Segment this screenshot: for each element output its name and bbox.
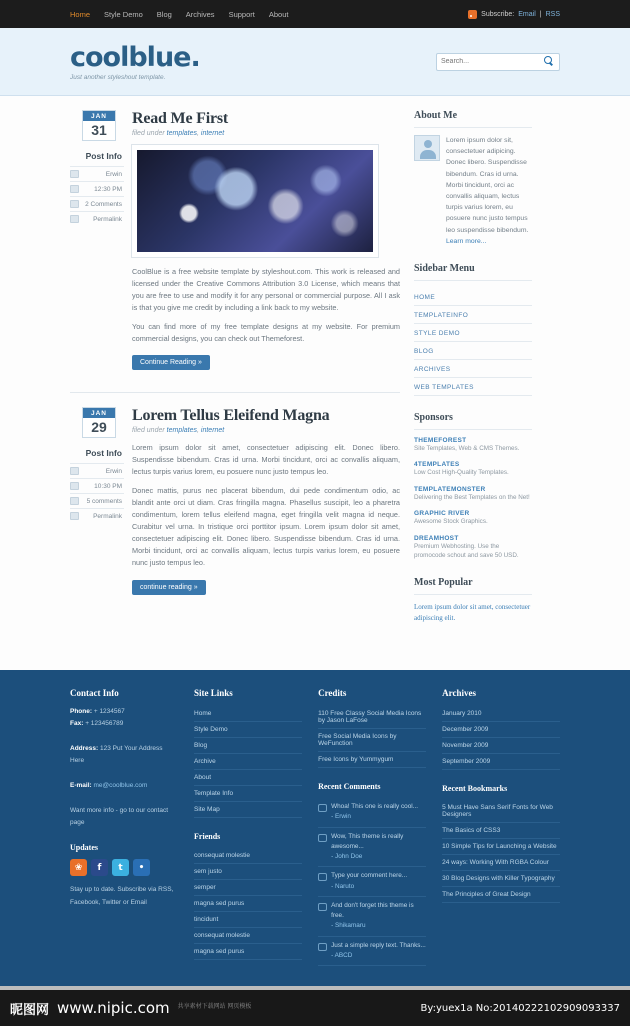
list-item[interactable] [194, 944, 302, 960]
footer-sitelinks-list [194, 706, 302, 818]
credit-label[interactable]: Free Icons by Yummygum [318, 756, 394, 764]
post-featured-image [132, 145, 378, 257]
sidebar-item-archives[interactable] [414, 360, 532, 378]
sidebar-menu-title: Sidebar Menu [414, 263, 475, 275]
subscribe-separator: | [539, 10, 542, 18]
sidebar-item-label[interactable]: STYLE DEMO [414, 330, 460, 338]
post-meta-permalink[interactable] [70, 211, 124, 226]
post-author-text: Erwin [105, 467, 122, 475]
list-item[interactable] [194, 706, 302, 722]
credit-label[interactable]: 110 Free Classy Social Media Icons by Jason LaFose [318, 710, 422, 725]
list-item[interactable] [318, 752, 426, 768]
content-column [70, 110, 400, 640]
post-paragraph-1: Lorem ipsum dolor sit amet, consectetuer adipiscing elit. Donec libero. Suspendisse bibendum. Cras id urna. Morbi tincidunt, orci ac convallis aliquam, lectus turpis varius lorem, eu posuere nunc justo tempus leo. [132, 443, 400, 477]
post-body [132, 407, 400, 594]
sponsor-name: GRAPHIC RIVER [414, 510, 470, 518]
post-meta-time [70, 478, 124, 493]
post-date-month: JAN [83, 408, 115, 418]
sponsor-desc: Low Cost High-Quality Templates. [414, 469, 509, 477]
sidebar-item-blog[interactable] [414, 342, 532, 360]
site-tagline: Just another styleshout template. [70, 74, 166, 81]
site-logo: coolblue. [70, 42, 200, 73]
list-item[interactable] [442, 738, 560, 754]
post-paragraph-2: Donec mattis, purus nec placerat bibendum, dui pede condimentum odio, ac blandit ante orci ut diam. Cras fringilla magna. Phasellus suscipit, leo a pharetra condimentum, lorem tellus eleifend magna, eget fringilla velit magna id neque. Curabitur vel urna. In tristique orci porttitor ipsum. Lorem ipsum dolor sit amet, consectetuer adipiscing elit. Donec libero. Suspendisse bibendum. Cras id urna. Morbi tincidunt, orci ac convallis aliquam, lectus turpis varius lorem, eu posuere nunc justo tempus leo. [132, 486, 400, 568]
about-text [446, 135, 532, 247]
sidebar-column [414, 110, 532, 640]
twitter-icon[interactable]: t [112, 859, 129, 876]
sidebar-item-label[interactable]: WEB TEMPLATES [414, 384, 474, 392]
subscribe-rss-link[interactable]: RSS [545, 10, 560, 18]
post-meta-author [70, 166, 124, 181]
continue-reading-button[interactable]: continue reading » [132, 580, 206, 595]
facebook-icon[interactable]: f [91, 859, 108, 876]
top-navigation-bar [0, 0, 630, 28]
post-paragraph-1: CoolBlue is a free website template by styleshout.com. This work is released and licensed under the Creative Commons Attribution 3.0 License, which means that you are free to use and modify it for any personal or commercial purpose. All I ask is that you give me credit by including a link back to my website. [132, 267, 400, 313]
post-meta-time [70, 181, 124, 196]
comment-author: - Shikamaru [331, 922, 366, 930]
archive-label[interactable]: December 2009 [442, 726, 489, 734]
archive-label[interactable]: January 2010 [442, 710, 482, 718]
topnav-item-support[interactable]: Support [228, 9, 255, 19]
list-item[interactable] [194, 722, 302, 738]
comment-icon [70, 497, 79, 505]
footer-sitelinks-title: Site Links [194, 688, 233, 699]
bookmark-label[interactable]: The Principles of Great Design [442, 891, 531, 899]
email-label: E-mail: [70, 782, 92, 790]
post-time-text: 12:30 PM [94, 185, 122, 193]
footer-bookmarks-list [442, 800, 560, 903]
list-item[interactable] [194, 864, 302, 880]
post-meta-permalink[interactable] [70, 508, 124, 523]
list-item[interactable] [318, 897, 426, 937]
email-link[interactable]: me@coolblue.com [93, 782, 148, 790]
sidebar-rule [414, 429, 532, 430]
sidebar-item-label[interactable]: HOME [414, 294, 436, 302]
list-item[interactable] [318, 867, 426, 897]
list-item[interactable] [442, 871, 560, 887]
subscribe-area [468, 10, 560, 19]
watermark-subtext-line1: 共享素材下载网站 [177, 1004, 226, 1011]
friend-label[interactable]: sem justo [194, 868, 222, 876]
friend-label[interactable]: magna sed purus [194, 900, 245, 908]
list-item[interactable] [442, 887, 560, 903]
post-comments-text: 5 comments [86, 497, 122, 505]
topnav-item-about[interactable]: About [268, 9, 289, 19]
clock-icon [70, 185, 79, 193]
footer-contact-column [70, 688, 178, 966]
credit-label[interactable]: Free Social Media Icons by WeFunction [318, 733, 397, 748]
sidebar-item-label[interactable]: BLOG [414, 348, 434, 356]
list-item[interactable] [194, 896, 302, 912]
post-permalink-text: Permalink [93, 215, 122, 223]
list-item[interactable] [318, 798, 426, 828]
sponsor-name: TEMPLATEMONSTER [414, 485, 486, 493]
popular-post-link[interactable]: Lorem ipsum dolor sit amet, consectetuer adipiscing elit. [414, 602, 531, 622]
sitelink-label[interactable]: Template Info [194, 790, 234, 798]
flickr-icon[interactable]: • [133, 859, 150, 876]
friend-label[interactable]: tincidunt [194, 916, 219, 924]
archive-label[interactable]: November 2009 [442, 742, 489, 750]
friend-label[interactable]: magna sed purus [194, 948, 245, 956]
sponsor-desc: Delivering the Best Templates on the Net! [414, 493, 530, 501]
list-item[interactable] [442, 800, 560, 823]
footer-friends-title: Friends [194, 832, 221, 842]
post-date-day: 31 [91, 122, 107, 138]
comment-icon [318, 804, 327, 812]
bookmark-label[interactable]: The Basics of CSS3 [442, 827, 501, 835]
friend-label[interactable]: consequat molestie [194, 932, 251, 940]
sitelink-label[interactable]: Home [194, 710, 212, 718]
footer-contact-title: Contact Info [70, 688, 119, 699]
footer-credits-list [318, 706, 426, 768]
footer-friends-list [194, 848, 302, 960]
sidebar-item-templateinfo[interactable] [414, 306, 532, 324]
post-category-templates[interactable]: templates [166, 427, 198, 435]
footer-contact-text [70, 706, 178, 829]
list-item[interactable] [318, 729, 426, 752]
sidebar-item-label[interactable]: TEMPLATEINFO [414, 312, 469, 320]
rss-icon [468, 10, 477, 19]
list-item[interactable] [194, 754, 302, 770]
link-icon [70, 215, 79, 223]
post-author-text: Erwin [105, 170, 122, 178]
search-icon[interactable] [544, 56, 555, 67]
comment-text: Whoa! This one is really cool... [331, 803, 418, 811]
list-item[interactable] [442, 722, 560, 738]
brand-block[interactable] [70, 42, 200, 81]
post-meta-column [70, 407, 132, 594]
post-filed-under: filed under templates, internet [132, 130, 225, 137]
sidebar-item-label[interactable]: ARCHIVES [414, 366, 451, 374]
list-item[interactable] [194, 912, 302, 928]
watermark-bar [0, 990, 630, 1026]
comment-text: Type your comment here... [331, 872, 408, 880]
comment-author: - ABCD [331, 951, 353, 959]
top-nav-links [70, 10, 288, 19]
list-item[interactable] [194, 786, 302, 802]
comment-text: Wow, This theme is really awesome... [331, 832, 404, 850]
social-icons [70, 859, 178, 876]
updates-note: Stay up to date. Subscribe via RSS, Facebook, Twitter or Email [70, 886, 174, 906]
footer-credits-column [318, 688, 426, 966]
site-footer [0, 670, 630, 986]
sponsor-item[interactable] [414, 486, 532, 502]
post-date-month: JAN [83, 111, 115, 121]
bookmark-label[interactable]: 10 Simple Tips for Launching a Website [442, 843, 557, 851]
post-divider [70, 392, 400, 393]
comment-text: And don't forget this theme is free. [331, 901, 414, 920]
post-date-badge [82, 110, 116, 141]
post-body [132, 110, 400, 370]
comment-author: - Erwin [331, 813, 351, 821]
rss-icon[interactable]: ❀ [70, 859, 87, 876]
list-item[interactable] [194, 802, 302, 818]
footer-archives-title: Archives [442, 688, 476, 699]
watermark-id: By:yuex1a No:20140222102909093337 [420, 1002, 620, 1014]
list-item[interactable] [318, 937, 426, 967]
sidebar-menu-block [414, 263, 532, 396]
continue-reading-button[interactable]: Continue Reading » [132, 355, 210, 370]
comment-icon [318, 834, 327, 842]
footer-archives-column [442, 688, 560, 966]
sitelink-label[interactable]: About [194, 774, 212, 782]
list-item[interactable] [318, 706, 426, 729]
post-title[interactable]: Lorem Tellus Eleifend Magna [132, 407, 330, 425]
watermark-subtext [178, 1004, 252, 1012]
archive-label[interactable]: September 2009 [442, 758, 491, 766]
footer-comments-title: Recent Comments [318, 782, 381, 792]
sitelink-label[interactable]: Style Demo [194, 726, 228, 734]
subscribe-email-link[interactable]: Email [518, 10, 536, 18]
clock-icon [70, 482, 79, 490]
list-item[interactable] [194, 880, 302, 896]
sidebar-sponsors-block [414, 412, 532, 561]
sitelink-label[interactable]: Archive [194, 758, 216, 766]
post-date-day: 29 [91, 419, 107, 436]
subscribe-label: Subscribe: [481, 10, 515, 18]
sponsor-desc: Premium Webhosting. Use the promocode schout and save 50 USD. [414, 542, 519, 560]
list-item[interactable] [442, 855, 560, 871]
bookmark-label[interactable]: 30 Blog Designs with Killer Typography [442, 875, 555, 883]
search-box[interactable] [436, 53, 560, 71]
sidebar-about-title: About Me [414, 110, 458, 121]
sidebar-about-block [414, 110, 532, 247]
fax-label: Fax: [70, 720, 84, 728]
post-comments-text: 2 Comments [85, 200, 122, 208]
comment-text: Just a simple reply text. Thanks... [331, 941, 426, 949]
footer-archives-list [442, 706, 560, 770]
list-item[interactable] [194, 770, 302, 786]
list-item[interactable] [318, 828, 426, 868]
list-item[interactable] [442, 823, 560, 839]
sidebar-item-web-templates[interactable] [414, 378, 532, 396]
post-date-badge [82, 407, 116, 438]
post-title[interactable]: Read Me First [132, 110, 229, 127]
topnav-item-style-demo[interactable]: Style Demo [104, 9, 143, 19]
site-header [0, 28, 630, 96]
post-meta-author [70, 463, 124, 478]
sidebar-popular-block [414, 577, 532, 624]
post-filed-under: filed under templates, internet [132, 427, 225, 435]
list-item[interactable] [442, 754, 560, 770]
friend-label[interactable]: consequat molestie [194, 852, 251, 860]
watermark-url: www.nipic.com [57, 999, 170, 1018]
sidebar-sponsors-title: Sponsors [414, 412, 453, 424]
list-item[interactable] [194, 848, 302, 864]
post-info-heading: Post Info [85, 448, 122, 459]
avatar [414, 135, 440, 161]
list-item[interactable] [442, 706, 560, 722]
sidebar-rule [414, 127, 532, 128]
sidebar-rule [414, 594, 532, 595]
sidebar-menu-list [414, 288, 532, 396]
comment-icon [318, 943, 327, 951]
bookmark-label[interactable]: 24 ways: Working With RGBA Colour [442, 859, 549, 867]
user-icon [70, 170, 79, 178]
footer-credits-title: Credits [318, 688, 347, 699]
post-meta-comments[interactable] [70, 493, 124, 508]
comment-author: - John Doe [331, 853, 363, 861]
comment-icon [70, 200, 79, 208]
sponsor-name: DREAMHOST [414, 534, 459, 542]
post-paragraph-2: You can find more of my free template designs at my website. For premium commercial designs, you can check out Themeforest. [132, 322, 400, 344]
watermark-subtext-line2: 网页模板 [227, 1004, 252, 1011]
comment-icon [318, 903, 327, 911]
list-item[interactable] [442, 839, 560, 855]
sponsor-name: THEMEFOREST [414, 437, 467, 445]
search-input[interactable] [441, 58, 544, 65]
watermark-brand-cn: 昵图网 [10, 1002, 50, 1018]
post-info-heading: Post Info [85, 151, 122, 161]
post-category-templates[interactable]: templates [166, 130, 198, 137]
sponsor-item[interactable] [414, 510, 532, 526]
contact-note: Want more info - go to our contact page [70, 806, 169, 827]
link-icon [70, 512, 79, 520]
post-article [70, 407, 400, 600]
post-meta-column [70, 110, 132, 370]
list-item[interactable] [194, 738, 302, 754]
post-meta-comments[interactable] [70, 196, 124, 211]
about-description: Lorem ipsum dolor sit, consectetuer adipicing. Donec libero. Suspendisse bibendum. Cras id urna. Morbi tincidunt, orci ac convallis aliquam, lectus turpis varius lorem, eu posuere nunc justo tempus leo suspendisse bibendum. [446, 137, 529, 234]
post-category-internet[interactable]: internet [200, 130, 225, 137]
sitelink-label[interactable]: Site Map [194, 806, 220, 814]
filed-under-label: filed under [132, 427, 165, 435]
footer-updates-title: Updates [70, 843, 99, 853]
address-value: 123 Put Your Address Here [70, 745, 163, 765]
comment-icon [318, 873, 327, 881]
sidebar-rule [414, 280, 532, 281]
main-area [0, 96, 630, 670]
topnav-item-home[interactable]: Home [70, 9, 91, 19]
sitelink-label[interactable]: Blog [194, 742, 208, 750]
friend-label[interactable]: semper [194, 884, 216, 892]
sidebar-item-style-demo[interactable] [414, 324, 532, 342]
post-permalink-text: Permalink [93, 512, 122, 520]
phone-value: + 1234567 [93, 708, 125, 716]
sidebar-popular-title: Most Popular [414, 576, 473, 588]
sponsor-item[interactable] [414, 461, 532, 477]
post-time-text: 10:30 PM [94, 482, 122, 490]
user-icon [70, 467, 79, 475]
sidebar-item-home[interactable] [414, 288, 532, 306]
bookmark-label[interactable]: 5 Must Have Sans Serif Fonts for Web Designers [442, 804, 553, 819]
footer-sitelinks-column [194, 688, 302, 966]
topnav-item-archives[interactable]: Archives [185, 9, 215, 19]
list-item[interactable] [194, 928, 302, 944]
about-row [414, 135, 532, 247]
sponsor-item[interactable] [414, 437, 532, 453]
sponsor-desc: Site Templates, Web & CMS Themes. [414, 445, 520, 453]
topnav-item-blog[interactable]: Blog [156, 9, 172, 19]
address-label: Address: [70, 745, 99, 753]
sponsor-name: 4TEMPLATES [414, 461, 460, 469]
about-learn-more-link[interactable]: Learn more... [446, 237, 487, 245]
comment-author: - Naruto [331, 882, 355, 890]
sponsor-desc: Awesome Stock Graphics. [414, 518, 488, 526]
filed-under-label: filed under [132, 130, 165, 137]
sponsor-item[interactable] [414, 535, 532, 561]
phone-label: Phone: [70, 708, 93, 716]
post-article [70, 110, 400, 376]
footer-bookmarks-title: Recent Bookmarks [442, 784, 508, 794]
fax-value: + 123456789 [85, 720, 124, 728]
post-category-internet[interactable]: internet [200, 427, 225, 435]
